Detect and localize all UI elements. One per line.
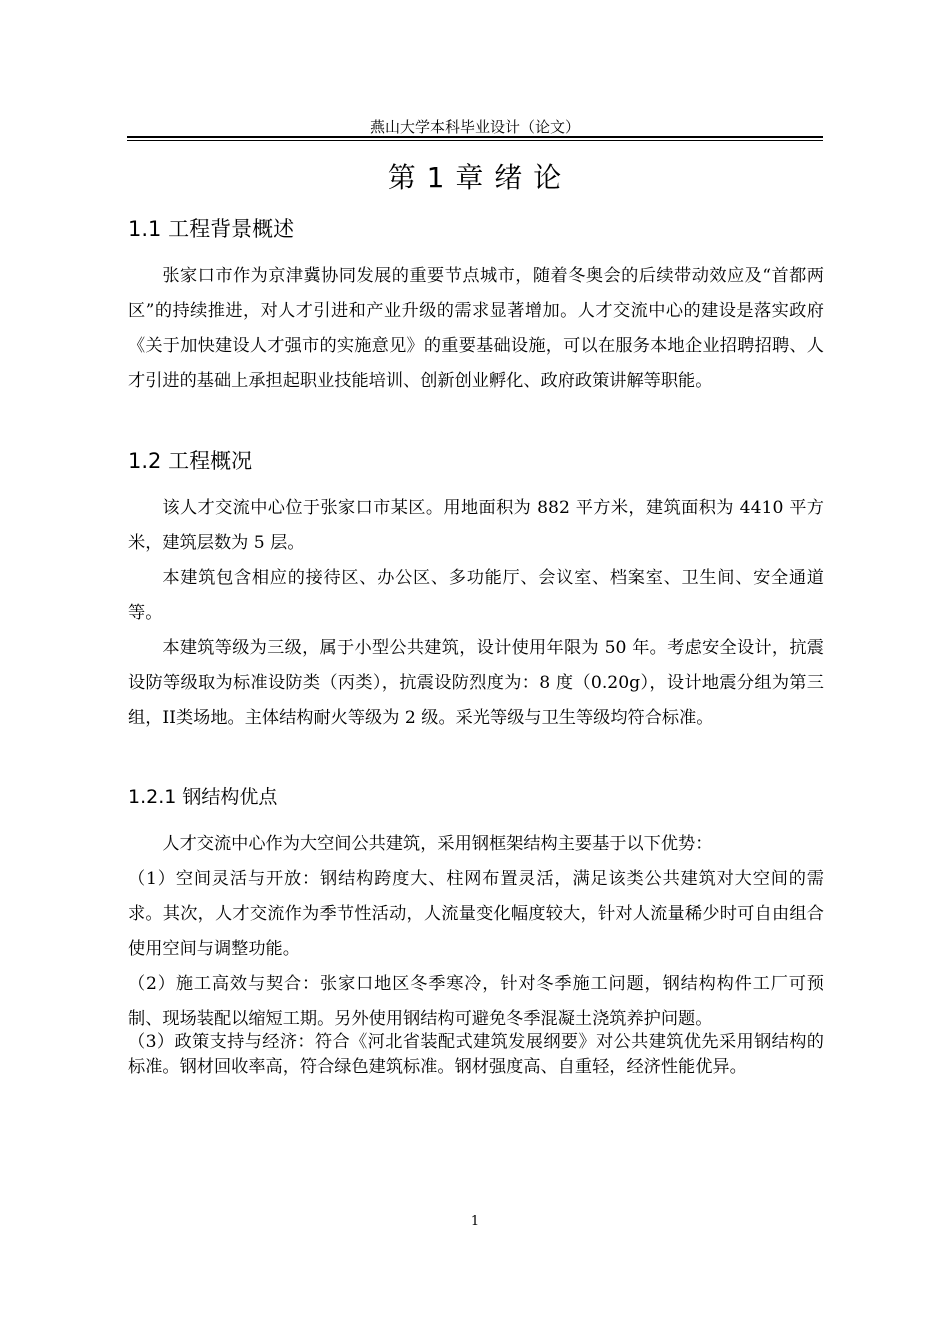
list-item-policy-economy: （3）政策支持与经济：符合《河北省装配式建筑发展纲要》对公共建筑优先采用钢结构的标准。钢材回收率高，符合绿色建筑标准。钢材强度高、自重轻，经济性能优异。	[128, 1032, 824, 1077]
section-heading-1-2: 1.2 工程概况	[128, 449, 253, 473]
paragraph-background: 张家口市作为京津冀协同发展的重要节点城市，随着冬奥会的后续带动效应及“首都两区”的持续推进，对人才引进和产业升级的需求显著增加。人才交流中心的建设是落实政府《关于加快建设人才强市的实施意见》的重要基础设施，可以在服务本地企业招聘招聘、人才引进的基础上承担起职业技能培训、创新创业孵化、政府政策讲解等职能。	[128, 266, 824, 391]
paragraph-building-rooms: 本建筑包含相应的接待区、办公区、多功能厅、会议室、档案室、卫生间、安全通道等。	[128, 568, 824, 623]
list-item-space-flexibility: （1）空间灵活与开放：钢结构跨度大、柱网布置灵活，满足该类公共建筑对大空间的需求。其次，人才交流作为季节性活动，人流量变化幅度较大，针对人流量稀少时可自由组合使用空间与调整功能。	[128, 869, 824, 959]
subsection-heading-1-2-1: 1.2.1 钢结构优点	[128, 786, 278, 808]
page-number: 1	[470, 1214, 480, 1229]
section-heading-1-1: 1.1 工程背景概述	[128, 217, 295, 241]
header-rule-thin	[127, 140, 823, 141]
paragraph-building-grade: 本建筑等级为三级，属于小型公共建筑，设计使用年限为 50 年。考虑安全设计，抗震设防等级取为标准设防类（丙类），抗震设防烈度为：8 度（0.20g），设计地震分组为第三组，II类场地。主体结构耐火等级为 2 级。采光等级与卫生等级均符合标准。	[128, 638, 824, 728]
paragraph-steel-intro: 人才交流中心作为大空间公共建筑，采用钢框架结构主要基于以下优势：	[162, 834, 713, 854]
chapter-title: 第 1 章 绪 论	[387, 161, 563, 194]
page-header-title: 燕山大学本科毕业设计（论文）	[369, 118, 580, 136]
list-item-construction-efficiency: （2）施工高效与契合：张家口地区冬季寒冷，针对冬季施工问题，钢结构构件工厂可预制、现场装配以缩短工期。另外使用钢结构可避免冬季混凝土浇筑养护问题。	[128, 974, 824, 1029]
header-rule-thick	[127, 136, 823, 138]
paragraph-site-area: 该人才交流中心位于张家口市某区。用地面积为 882 平方米，建筑面积为 4410 平方米，建筑层数为 5 层。	[128, 498, 824, 553]
